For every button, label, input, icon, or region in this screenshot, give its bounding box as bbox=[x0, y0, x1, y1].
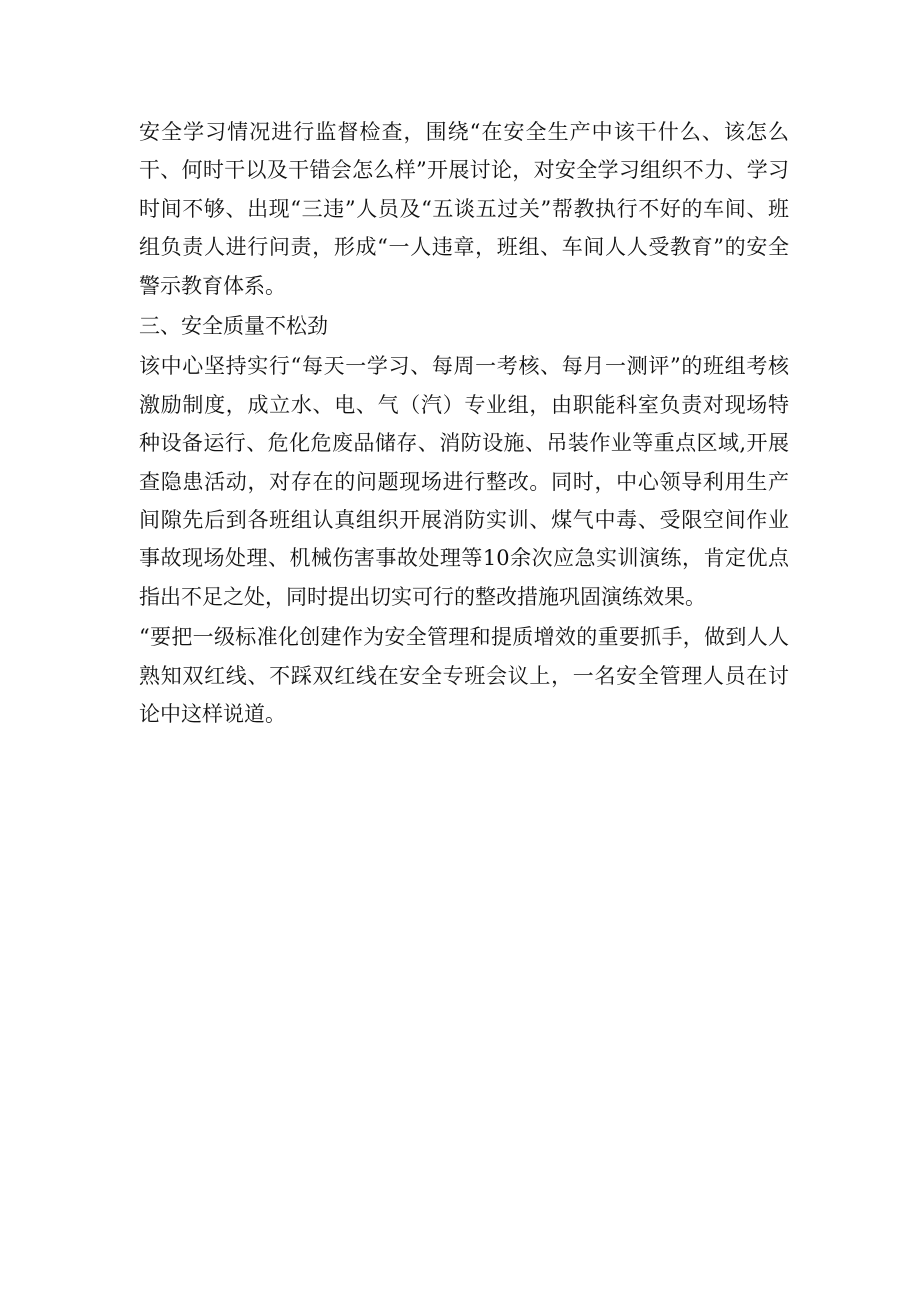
paragraph-quote-standardization: “要把一级标准化创建作为安全管理和提质增效的重要抓手，做到人人熟知双红线、不踩双红线在安全专班会议上，一名安全管理人员在讨论中这样说道。 bbox=[139, 625, 789, 727]
paragraph-safety-study-supervision: 安全学习情况进行监督检查，围绕“在安全生产中该干什么、该怎么干、何时干以及干错会怎么样”开展讨论，对安全学习组织不力、学习时间不够、出现“三违”人员及“五谈五过关”帮教执行不好的车间、班组负责人进行问责，形成“一人违章，班组、车间人人受教育”的安全警示教育体系。 bbox=[139, 120, 789, 298]
document-body bbox=[139, 113, 789, 734]
paragraph-team-assessment: 该中心坚持实行“每天一学习、每周一考核、每月一测评”的班组考核激励制度，成立水、电、气（汽）专业组，由职能科室负责对现场特种设备运行、危化危废品储存、消防设施、吊装作业等重点区域,开展查隐患活动，对存在的问题现场进行整改。同时，中心领导利用生产间隙先后到各班组认真组织开展消防实训、煤气中毒、受限空间作业事故现场处理、机械伤害事故处理等10余次应急实训演练，肯定优点指出不足之处，同时提出切实可行的整改措施巩固演练效果。 bbox=[139, 354, 789, 609]
section-heading-safety-quality: 三、安全质量不松劲 bbox=[139, 314, 328, 339]
